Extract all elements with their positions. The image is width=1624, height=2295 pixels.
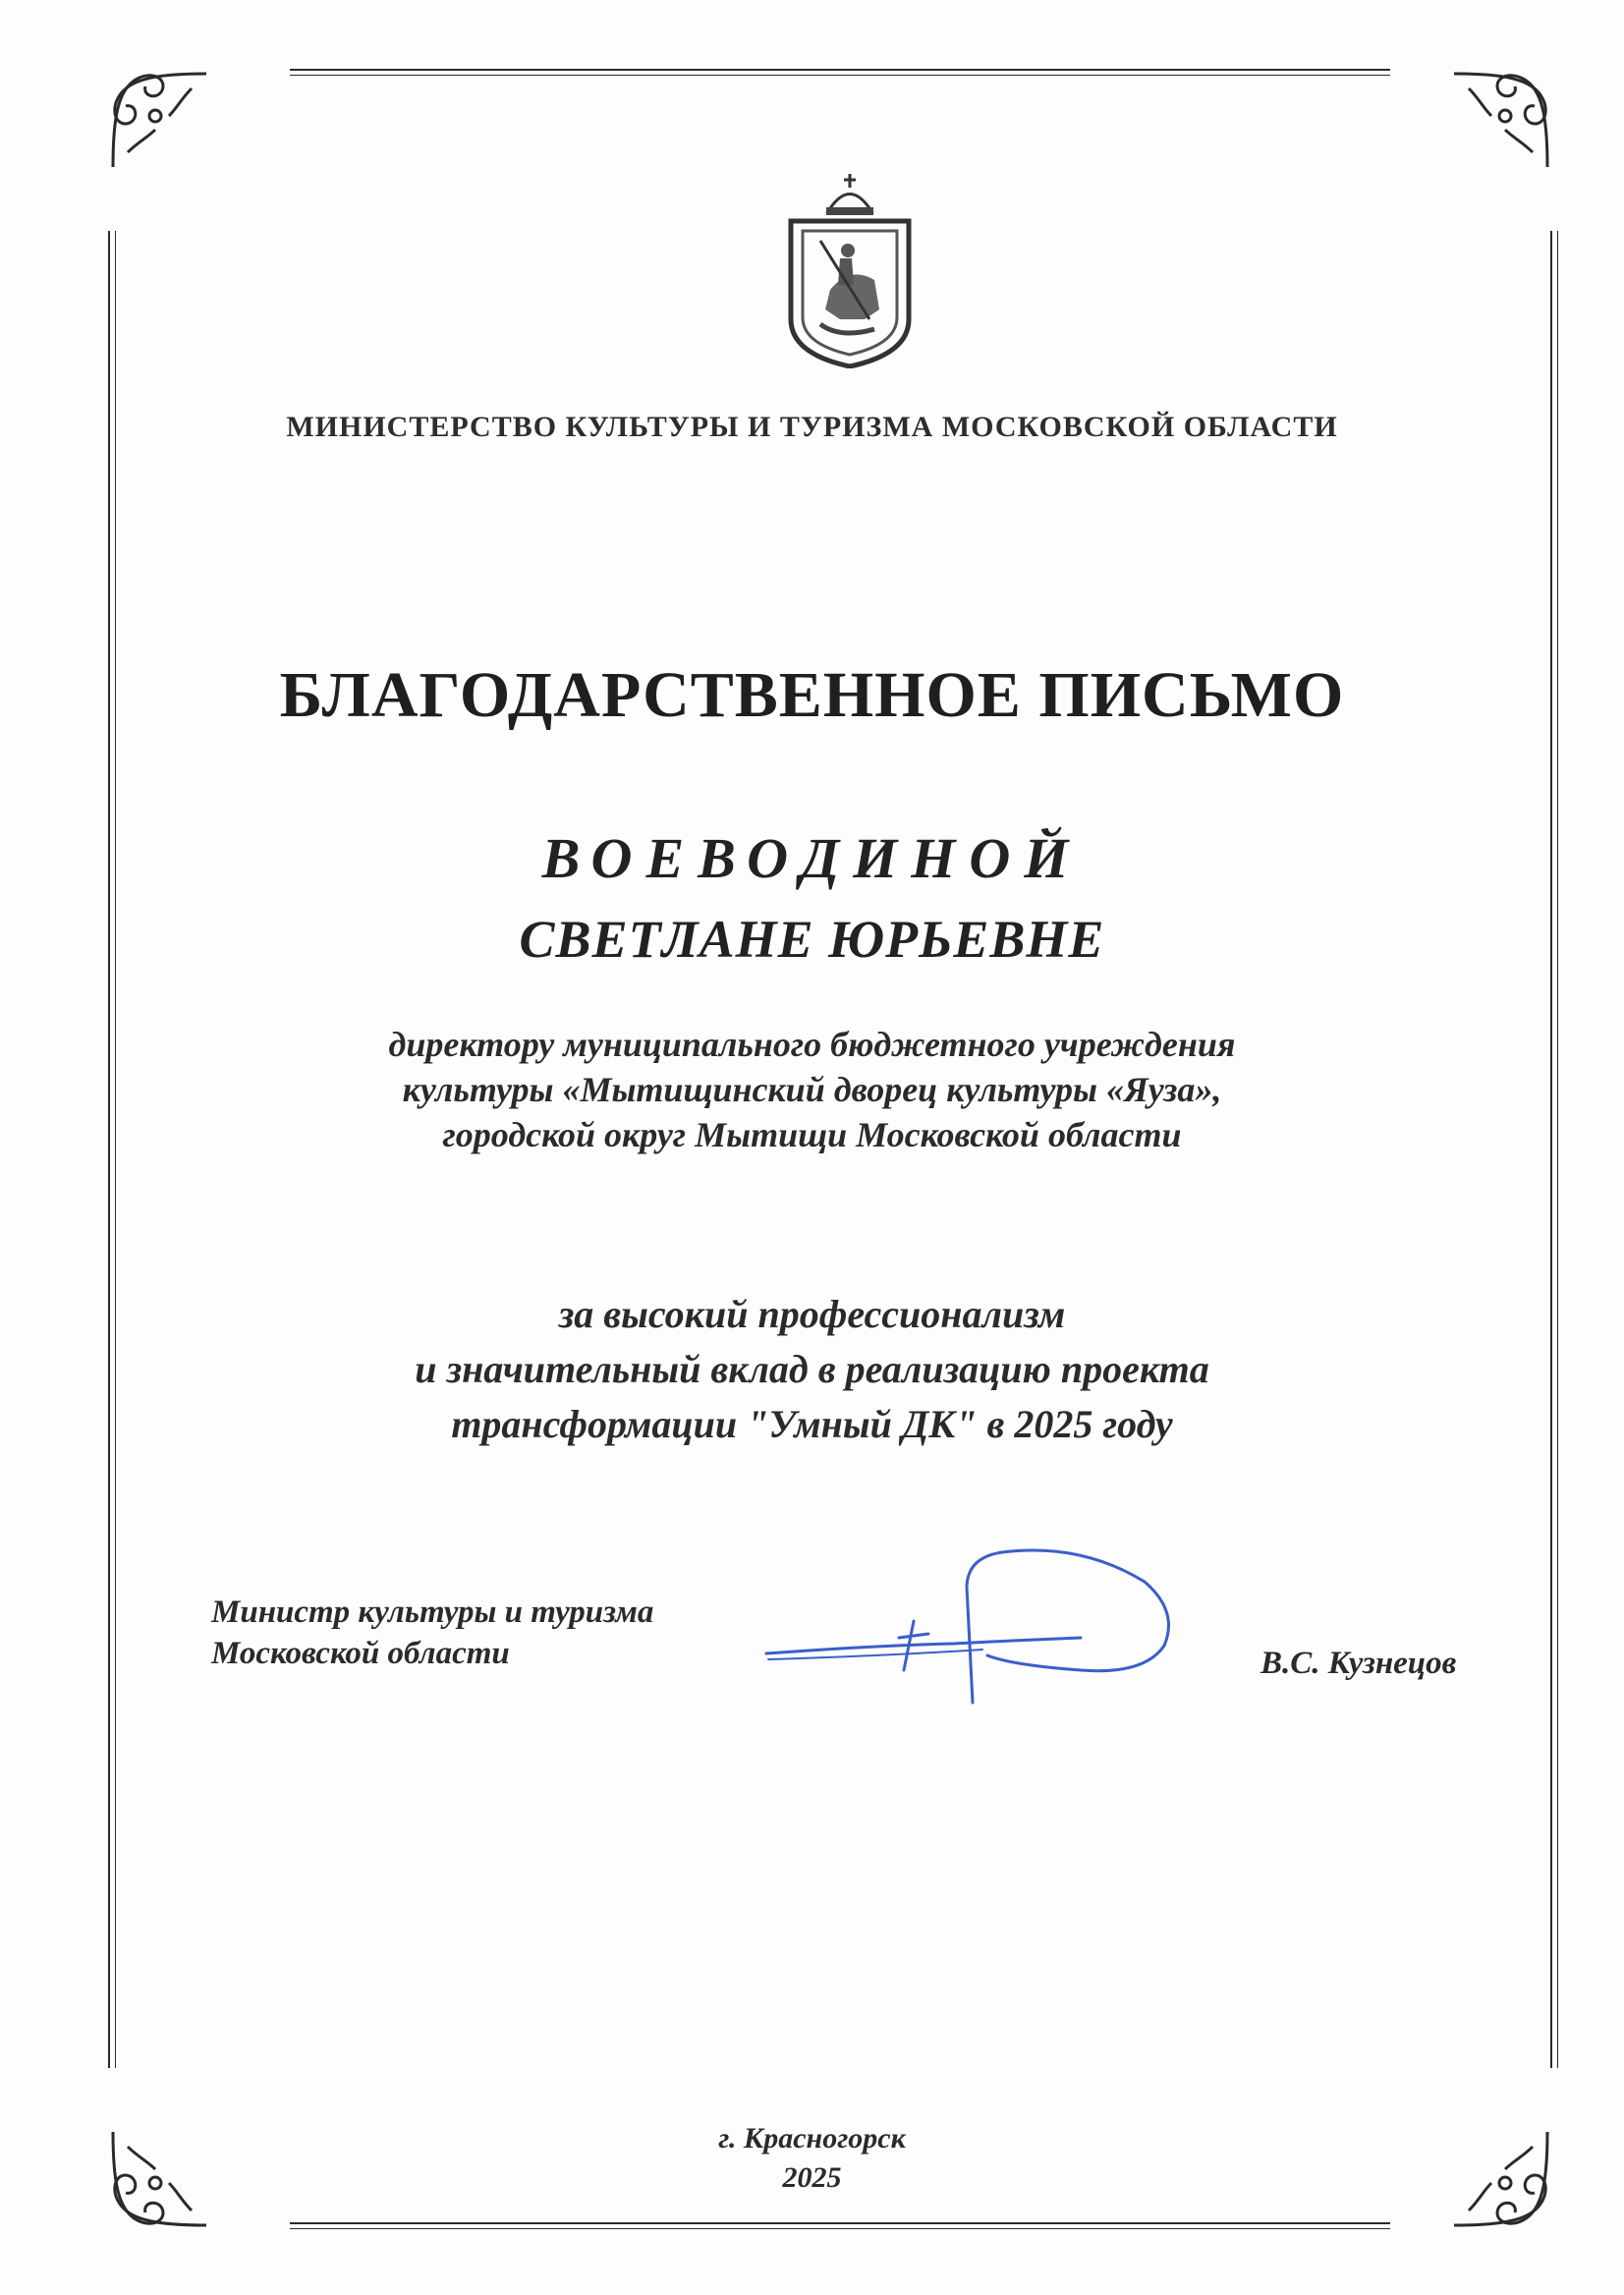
bottom-border-inner [290, 2228, 1390, 2229]
top-border-outer [290, 69, 1390, 71]
position-line: директору муниципального бюджетного учреждения [388, 1025, 1236, 1064]
reason-line: трансформации "Умный ДК" в 2025 году [451, 1402, 1173, 1446]
ministry-name: МИНИСТЕРСТВО КУЛЬТУРЫ И ТУРИЗМА МОСКОВСКОЙ ОБЛАСТИ [286, 411, 1338, 443]
award-reason [0, 1287, 1624, 1452]
position-line: городской округ Мытищи Московской области [442, 1115, 1182, 1154]
signatory-name: В.С. Кузнецов [1260, 1646, 1457, 1681]
recipient-given-names: СВЕТЛАНЕ ЮРЬЕВНЕ [519, 910, 1105, 969]
position-line: культуры «Мытищинский дворец культуры «Яуза», [402, 1070, 1222, 1109]
signatory-title-line: Московской области [211, 1636, 510, 1671]
issue-city: г. Красногорск [718, 2122, 906, 2155]
document-title: БЛАГОДАРСТВЕННОЕ ПИСЬМО [279, 659, 1345, 731]
bottom-border-outer [290, 2222, 1390, 2224]
top-border-inner [290, 75, 1390, 76]
signatory-title-line: Министр культуры и туризма [211, 1595, 654, 1630]
recipient-position [0, 1022, 1624, 1157]
corner-ornament-top-left [98, 59, 216, 177]
moscow-oblast-coat-of-arms-icon [781, 172, 919, 368]
reason-line: и значительный вклад в реализацию проекта [415, 1347, 1209, 1391]
recipient-surname: ВОЕВОДИНОЙ [541, 826, 1083, 890]
corner-ornament-top-right [1444, 59, 1562, 177]
issue-year: 2025 [782, 2161, 842, 2194]
handwritten-signature [756, 1528, 1228, 1714]
reason-line: за высокий профессионализм [558, 1292, 1066, 1336]
signatory-title [211, 1592, 653, 1674]
